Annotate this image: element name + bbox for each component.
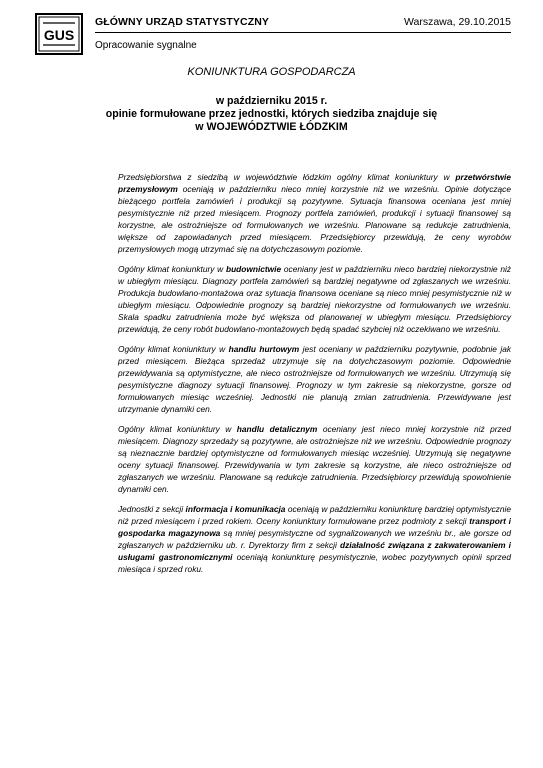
logo-text: GUS [43,27,75,43]
headline-line-3: w WOJEWÓDZTWIE ŁÓDZKIM [195,121,348,134]
paragraph-services [118,503,511,575]
paragraph-text: oceniają w październiku koniunkturę bardziej optymistycznie niż przed miesiącem i przed rokiem. Oceny koniunktury formułowane przez podmioty z sekcji [118,504,511,526]
paragraph-construction [118,263,511,335]
body-text [118,171,511,583]
headline [0,95,543,135]
paragraph-text: oceniany jest w październiku nieco bardziej niekorzystnie niż w ubiegłym miesiącu. Diagnozy portfela zamówień są bardziej negatywne od zgłaszanych we wrześniu. Produkcja budowlano-montażowa oraz sytuacja finansowa oceniane są nieco mniej pesymistycznie niż w ubiegłym miesiącu. Odpowiednie prognozy są bardziej niekorzystne od formułowanych we wrześniu. Skala spadku zatrudnienia może być większa od planowanej w ubiegłym miesiącu. Przedsiębiorcy przewidują, że ceny robót budowlano-montażowych będą spadać szybciej niż oczekiwano we wrześniu. [118,264,511,334]
sector-name: przetwórstwie przemysłowym [118,172,511,194]
paragraph-wholesale [118,343,511,415]
paragraph-text: są mniej pesymistyczne od sygnalizowanych we wrześniu br., ale gorsze od zgłaszanych w październiku ub. r. Dyrektorzy firm z sekcji [118,528,511,550]
dateline: Warszawa, 29.10.2015 [403,16,511,28]
sector-name: handlu detalicznym [236,424,318,434]
header-divider [95,32,511,33]
headline-line-1: w październiku 2015 r. [215,95,328,107]
paragraph-text: oceniany jest nieco mniej korzystnie niż przed miesiącem. Diagnozy sprzedaży są pozytywne, ale ostrożniejsze niż we wrześniu. Odpowiednie prognozy są nieznacznie bardziej optymistyczne od formułowanych miesiąc wcześniej. Utrzymują się negatywne oceny sytuacji finansowej. Przewidywania w tym zakresie są korzystne, ale nieco ostrożniejsze od zgłaszanych we wrześniu. Planowane są redukcje zatrudnienia. Przedsiębiorcy przewidują spowolnienie dynamiki cen. [118,424,511,494]
document-subtitle: Opracowanie sygnalne [95,40,197,51]
headline-line-2: opinie formułowane przez jednostki, których siedziba znajduje się [105,108,438,121]
paragraph-manufacturing [118,171,511,255]
paragraph-retail [118,423,511,495]
paragraph-text: Ogólny klimat koniunktury w [118,424,237,434]
paragraph-text: Ogólny klimat koniunktury w [118,344,229,354]
sector-name: transport i gospodarka magazynowa [118,516,511,538]
sector-name: handlu hurtowym [228,344,300,354]
sector-name: budownictwie [225,264,282,274]
sector-name: informacja i komunikacja [185,504,286,514]
paragraph-text: oceniają koniunkturę pesymistycznie, wobec pozytywnych opinii sprzed miesiąca i sprzed roku. [118,552,511,574]
sector-name: działalność związana z zakwaterowaniem i usługami gastronomicznymi [118,540,511,562]
paragraph-text: Przedsiębiorstwa z siedzibą w województwie łódzkim ogólny klimat koniunktury w [118,172,456,182]
document-title: KONIUNKTURA GOSPODARCZA [187,66,356,78]
paragraph-text: Jednostki z sekcji [118,504,186,514]
gus-logo [35,13,83,55]
paragraph-text: jest oceniany w październiku pozytywnie, podobnie jak przed miesiącem. Bieżąca sprzedaż utrzymuje się na dotychczasowym poziomie. Odpowiednie przewidywania są optymistyczne, ale nieco ostrożniejsze od formułowanych we wrześniu. Utrzymują się pesymistyczne diagnozy sytuacji finansowej. Prognozy w tym zakresie są niekorzystne, gorsze od formułowanych miesiąc wcześniej. Jednostki nie planują zmian zatrudnienia. Przewidywane jest utrzymanie dynamiki cen. [118,344,512,414]
paragraph-text: oceniają w październiku nieco mniej korzystnie niż we wrześniu. Opinie dotyczące bieżącego portfela zamówień i produkcji są pozytywne. Sytuacja finansowa oceniana jest mniej pesymistycznie niż przed miesiącem. Prognozy portfela zamówień, produkcji i sytuacji finansowej są korzystne, ale ostrożniejsze od formułowanych we wrześniu. Planowane są redukcje zatrudnienia, większe od zapowiadanych przed miesiącem. Przedsiębiorcy przewidują, że ceny wyrobów przemysłowych mogą utrzymać się na dotychczasowym poziomie. [118,184,511,254]
paragraph-text: Ogólny klimat koniunktury w [118,264,226,274]
agency-name: GŁÓWNY URZĄD STATYSTYCZNY [95,16,269,28]
